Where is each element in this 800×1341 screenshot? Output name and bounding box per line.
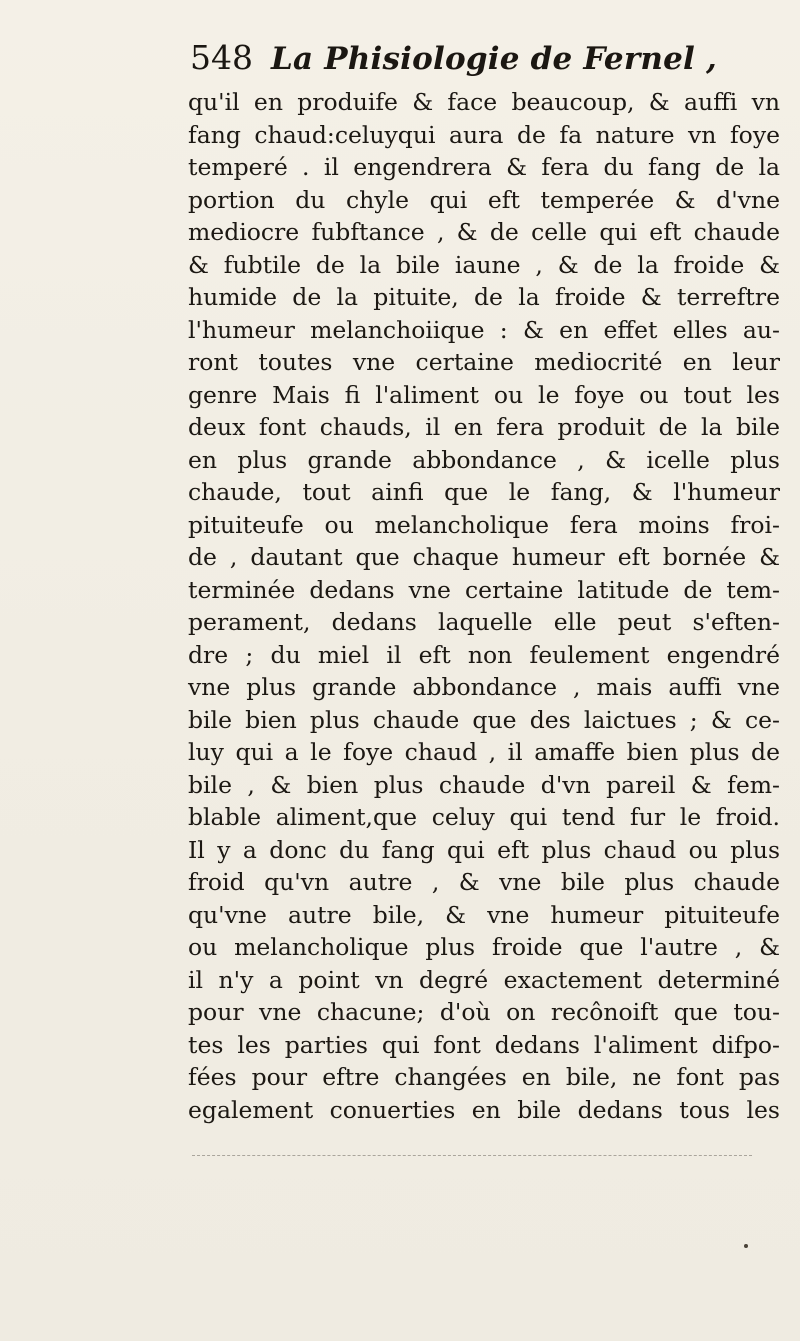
text-line: egalement conuerties en bile dedans tous les [188, 1095, 780, 1124]
text-line: chaude, tout ainfi que le fang, & l'humeur [188, 478, 780, 506]
text-line: dre ; du miel il eft non feulement engendré [188, 640, 780, 669]
text-line: il n'y a point vn degré exactement determiné [188, 965, 780, 994]
text-line: vne plus grande abbondance , mais auffi vne [188, 673, 780, 701]
bottom-rule [192, 1155, 752, 1156]
body-text [188, 86, 780, 1126]
text-line: temperé . il engendrera & fera du fang de la [188, 153, 780, 181]
text-line: perament, dedans laquelle elle peut s'eften- [188, 608, 780, 636]
text-line: bile , & bien plus chaude d'vn pareil & fem- [188, 770, 780, 799]
text-line: humide de la pituite, de la froide & terreftre [188, 283, 780, 311]
text-line: terminée dedans vne certaine latitude de tem- [188, 575, 780, 604]
text-line: froid qu'vn autre , & vne bile plus chaude [188, 868, 780, 896]
text-line: qu'vne autre bile, & vne humeur pituiteufe [188, 900, 780, 929]
page-number: 548 [190, 38, 253, 77]
ink-speck [744, 1244, 748, 1248]
text-line: en plus grande abbondance , & icelle plus [188, 445, 780, 474]
text-line: mediocre fubftance , & de celle qui eft chaude [188, 218, 780, 246]
text-line: fang chaud:celuyqui aura de fa nature vn foye [188, 120, 780, 149]
text-line: pituiteufe ou melancholique fera moins froi- [188, 510, 780, 539]
text-line: blable aliment,que celuy qui tend fur le froid. [188, 803, 780, 831]
text-line: ront toutes vne certaine mediocrité en leur [188, 348, 780, 376]
text-line: l'humeur melanchoiique : & en effet elles au- [188, 315, 780, 344]
text-line: & fubtile de la bile iaune , & de la froide & [188, 250, 780, 279]
text-line: bile bien plus chaude que des laictues ; & ce- [188, 705, 780, 734]
page-header [190, 38, 717, 88]
text-line: tes les parties qui font dedans l'aliment difpo- [188, 1030, 780, 1059]
text-line: qu'il en produife & face beaucoup, & auffi vn [188, 88, 780, 116]
text-line: deux font chauds, il en fera produit de la bile [188, 413, 780, 441]
text-line: de , dautant que chaque humeur eft bornée & [188, 543, 780, 571]
text-line: ou melancholique plus froide que l'autre , & [188, 933, 780, 961]
text-line: genre Mais fi l'aliment ou le foye ou tout les [188, 380, 780, 409]
text-line: Il y a donc du fang qui eft plus chaud ou plus [188, 835, 780, 864]
running-title: La Phisiologie de Fernel , [271, 41, 718, 77]
text-line: pour vne chacune; d'où on recônoift que tou- [188, 998, 780, 1026]
text-line: fées pour eftre changées en bile, ne font pas [188, 1063, 780, 1091]
text-line: portion du chyle qui eft temperée & d'vne [188, 185, 780, 214]
text-line: luy qui a le foye chaud , il amaffe bien plus de [188, 738, 780, 766]
